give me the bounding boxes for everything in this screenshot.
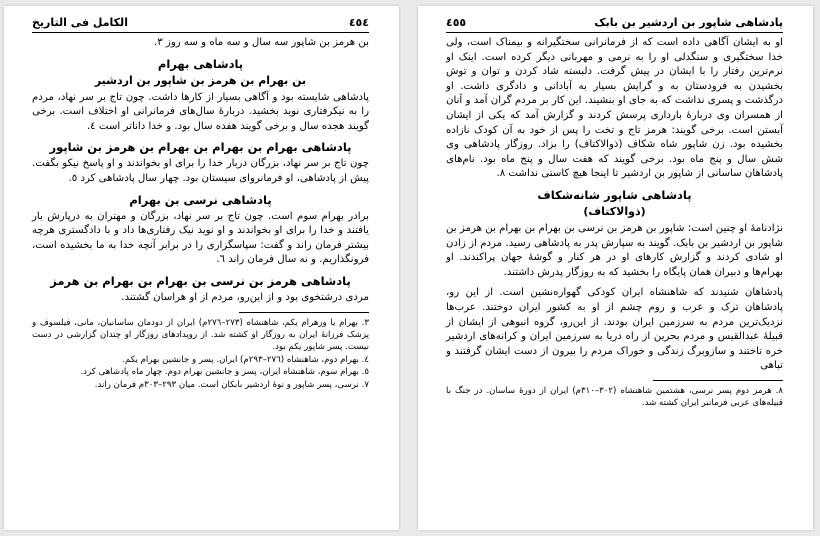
right-page-header — [446, 16, 783, 33]
right-page-body — [446, 36, 783, 410]
left-page-body — [32, 36, 369, 391]
section-heading-bahram-3: پادشاهی بهرام بن بهرام بن بهرام بن هرمز بن شاپور — [49, 140, 352, 155]
right-intro-paragraph: او به ایشان آگاهی داده است که از فرمانرانی سختگیرانه و بیمناک است، ولی خدا سختگیری و سنگدلی او را به نرمی و مهربانی دیگر کرده است. اینک او نرم‌ترین رفتار را با ایشان در پیش گرفت. دلبسته شاد کردن و توان و توش بخشیدن به فرودستان به و گرایش بسیار به آبادانی و دادگری داشت. او درگذشت و پسری نداشت که به جای او بنشیند. این کار بر مردم گران آمد و آنان از همسران وی دربارهٔ بارداری پرسش کردند و گزارش آمد که یکی از ایشان آبستن است. برخی گویند: هرمز تاج و تخت را پس از خود به آن کودک نازاده بخشیده بود. زن شاپور شاه شکاف (ذوالاکتاف) را بزاد. روزگار پادشاهی وی شش سال و پنج ماه بود. برخی گویند که هفت سال و پنج ماه بود. نام‌های پادشاهان ساسانی از شاپور بن اردشیر تا اینجا هیچ کاستی نداشت ٨. — [446, 37, 783, 180]
section-text-bahram-3: چون تاج بر سر نهاد، بزرگان دربار خدا را برای او بخواندند و او پاسخ نیکو بگفت. پیش از پادشاهی، او فرمانروای سیستان بود. چهار سال پادشاهی کرد ٥. — [32, 158, 369, 184]
section-text-narsi: برادر بهرام سوم است. چون تاج بر سر نهاد، بزرگان و مهتران به درپارش بار یافتند و خدا را برای او بخواندند و او نوید نیک رفتاری‌ها داد و با دادگستری هرچه بیشتر فرمان راند و گفت: سپاسگزاری را در برابر آنچه خدا به ما بخشیده است، فرونگذاریم. و نه سال فرمان راند ٦. — [32, 210, 369, 266]
section-text-bahram: پادشاهی شایسته بود و آگاهی بسیار از کارها داشت. چون تاج بر سر نهاد، مردم را به نیکرفتاری نوید بخشید. دربارهٔ سال‌های فرمانرانی او اختلاف است. برخی گویند هجده سال و برخی گویند هفده سال بود. و خدا داناتر است ٤. — [32, 91, 369, 132]
footnote-divider — [653, 380, 783, 381]
left-header-title: الکامل فی التاریخ — [32, 16, 128, 29]
footnote: ٣. بهرام یا ورهرام یکم، شاهنشاه (٢٧٣–٢٧٦م) ایران از دودمان ساسانیان، مانی، فیلسوف و پزشک فرزانهٔ ایران به روزگار او کشته شد. از رویدادهای روزگار او چندان گزارشی در دست نیست. پسر شاپور یکم بود. — [32, 317, 369, 353]
right-page — [418, 6, 813, 530]
section-heading-shapur: پادشاهی شاپور شانه‌شکاف — [537, 187, 692, 202]
section-heading-narsi: پادشاهی نرسی بن بهرام — [129, 192, 272, 207]
left-page-number: ٤٥٤ — [348, 16, 369, 29]
footnote: ٨. هرمز دوم پسر نرسی، هشتمین شاهنشاه (٣٠٢–٣١٠م) ایران از دورهٔ ساسان. در جنگ با قبیله‌های عربی فرمانبر ایران کشته شد. — [446, 385, 783, 409]
left-intro-line: بن هرمز بن شاپور سه سال و سه ماه و سه روز ٣. — [153, 37, 369, 48]
section-heading-bahram: پادشاهی بهرام — [157, 56, 244, 71]
left-page-header — [32, 16, 369, 33]
right-page-number: ٤٥٥ — [446, 16, 467, 29]
section-subheading-shapur: (ذوالاکتاف) — [583, 204, 646, 218]
footnote: ٥. بهرام سوم، شاهنشاه ایران، پسر و جانشین بهرام دوم. چهار ماه پادشاهی کرد. — [80, 367, 369, 378]
footnote-divider — [239, 312, 369, 313]
footnote: ٧. نرسی، پسر شاپور و نوهٔ اردشیر بابکان است. میان ٢٩٣–٣٠٣م فرمان راند. — [94, 379, 369, 390]
right-header-title: پادشاهی شاپور بن اردشیر بن بابک — [594, 16, 783, 29]
footnote: ٤. بهرام دوم، شاهنشاه (٢٧٦–٢٩٣م) ایران. پسر و جانشین بهرام یکم. — [122, 354, 369, 365]
section-heading-hormoz: پادشاهی هرمز بن نرسی بن بهرام بن بهرام بن هرمز — [50, 273, 351, 288]
section-subheading-bahram: بن بهرام بن هرمز بن شاپور بن اردشیر — [94, 73, 307, 87]
section-text-hormoz: مردی درشتخوی بود و از این‌رو، مردم از او هراسان گشتند. — [121, 291, 369, 303]
section-text-shapur-2: پادشاهان شنیدند که شاهنشاه ایران کودکی گهواره‌نشین است. از این رو، پادشاهان ترک و عرب و روم چشم از او به کشور ایران دوختند. عرب‌ها نزدیک‌ترین مردم به سرزمین ایران بودند. از این‌رو، گروه انبوهی از ایشان از قبیلهٔ عبدالقیس و مردم بحرین از راه دریا به سرزمین ایران و کرانه‌های اردشیر خره تاختند و سازوبرگ زندگی و خوراک مردم را بیرون از دست ایشان گرفتند و تباهی — [446, 287, 783, 372]
section-text-shapur-1: نژادنامهٔ او چنین است: شاپور بن هرمز بن نرسی بن بهرام بن بهرام بن هرمز بن شاپور بن اردشیر بن بابک. گویند به سپارش پدر به پادشاهی رسید. مردم از زادن او شادی کردند و گزارش کارهای او در هر کنار و گوشهٔ جهان پراکندند. او بهرام‌ها و دبیران همان پایگاه را بخشید که به روزگار پدرش داشتند. — [446, 222, 783, 278]
left-page — [4, 6, 399, 530]
